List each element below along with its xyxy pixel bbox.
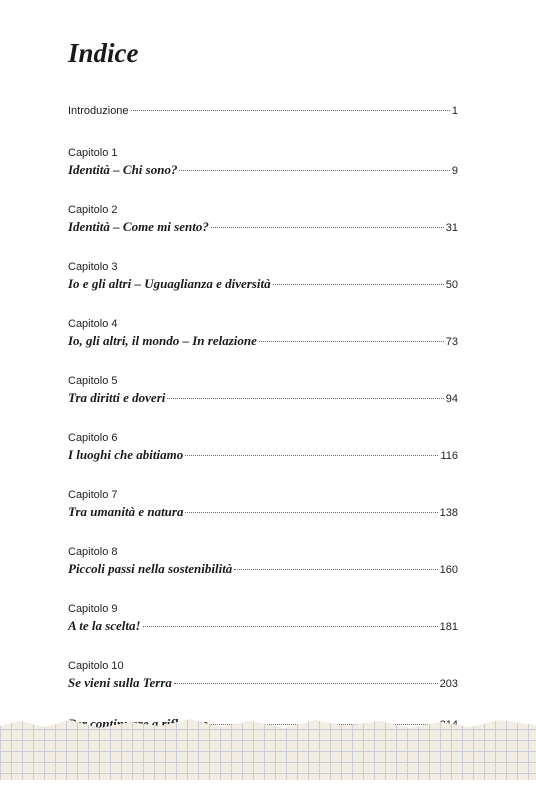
chapter-label: Capitolo 10 — [68, 660, 124, 672]
toc-line — [68, 618, 458, 635]
toc-entry-chapter-5 — [68, 374, 458, 407]
toc-page-number: 50 — [445, 279, 458, 291]
toc-entry-title: Io e gli altri – Uguaglianza e diversità — [68, 276, 271, 291]
toc-line — [68, 162, 458, 179]
leader-dots — [174, 683, 438, 684]
toc-page-number: 181 — [439, 621, 458, 633]
toc-entry-chapter-8 — [68, 545, 458, 578]
toc-line — [68, 219, 458, 236]
toc-entry-title: A te la scelta! — [68, 618, 141, 633]
leader-dots — [143, 626, 438, 627]
toc-entry-chapter-4 — [68, 317, 458, 350]
toc-line — [68, 333, 458, 350]
chapter-label: Capitolo 6 — [68, 432, 118, 444]
toc-entry-title: Io, gli altri, il mondo – In relazione — [68, 333, 257, 348]
toc-line — [68, 390, 458, 407]
toc-entry-title: Tra umanità e natura — [68, 504, 184, 519]
toc-entry-title: Tra diritti e doveri — [68, 390, 166, 405]
toc-entry-chapter-1 — [68, 146, 458, 179]
leader-dots — [179, 170, 449, 171]
toc-page-number: 1 — [451, 105, 458, 117]
chapter-label: Capitolo 1 — [68, 147, 118, 159]
leader-dots — [185, 455, 438, 456]
chapter-label: Capitolo 3 — [68, 261, 118, 273]
toc-line — [68, 447, 458, 464]
toc-entry-chapter-2 — [68, 203, 458, 236]
toc-entry-title: I luoghi che abitiamo — [68, 447, 184, 462]
toc-entry-title: Introduzione — [68, 105, 129, 117]
table-of-contents — [68, 105, 458, 794]
grid-paper-strip — [0, 718, 536, 780]
leader-dots — [185, 512, 437, 513]
toc-entry-title: Identità – Chi sono? — [68, 162, 178, 177]
toc-entry-title: Piccoli passi nella sostenibilità — [68, 561, 233, 576]
toc-line — [68, 105, 458, 122]
toc-entry-chapter-7 — [68, 488, 458, 521]
toc-page-number: 31 — [445, 222, 458, 234]
toc-page-number: 160 — [439, 564, 458, 576]
toc-page-number: 9 — [451, 165, 458, 177]
chapter-label: Capitolo 2 — [68, 204, 118, 216]
chapter-label: Capitolo 7 — [68, 489, 118, 501]
leader-dots — [259, 341, 444, 342]
toc-page-number: 73 — [445, 336, 458, 348]
toc-page-number: 94 — [445, 393, 458, 405]
toc-entry-introduction — [68, 105, 458, 122]
toc-entry-title: Identità – Come mi sento? — [68, 219, 209, 234]
toc-line — [68, 504, 458, 521]
toc-page-number: 116 — [440, 450, 458, 462]
toc-entry-chapter-10 — [68, 659, 458, 692]
toc-line — [68, 276, 458, 293]
chapter-label: Capitolo 9 — [68, 603, 118, 615]
toc-page-number: 203 — [439, 678, 458, 690]
toc-line — [68, 561, 458, 578]
toc-line — [68, 675, 458, 692]
toc-entry-chapter-6 — [68, 431, 458, 464]
toc-entry-chapter-3 — [68, 260, 458, 293]
toc-entry-title: Se vieni sulla Terra — [68, 675, 172, 690]
chapter-label: Capitolo 4 — [68, 318, 118, 330]
page-title: Indice — [68, 38, 139, 68]
chapter-label: Capitolo 5 — [68, 375, 118, 387]
leader-dots — [234, 569, 437, 570]
toc-entry-chapter-9 — [68, 602, 458, 635]
leader-dots — [167, 398, 443, 399]
toc-page-number: 138 — [439, 507, 458, 519]
chapter-label: Capitolo 8 — [68, 546, 118, 558]
leader-dots — [273, 284, 444, 285]
leader-dots — [131, 110, 450, 111]
leader-dots — [211, 227, 444, 228]
